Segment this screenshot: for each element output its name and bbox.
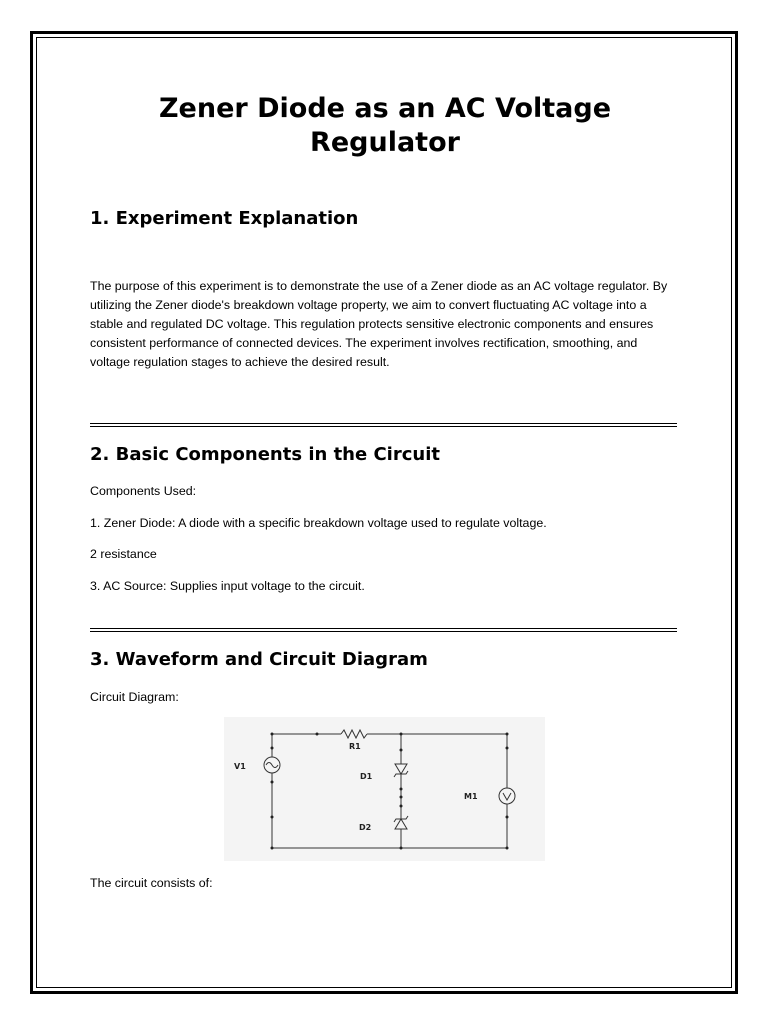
resistor-r1-symbol — [341, 730, 367, 738]
experiment-explanation-paragraph: The purpose of this experiment is to demonstrate the use of a Zener diode as an AC voltage regulator. By utilizing the Zener diode's breakdown voltage property, we aim to convert fluctuating AC voltage into a stable and regulated DC voltage. This regulation protects sensitive electronic components and ensures consistent performance of connected devices. The experiment involves rectification, smoothing, and voltage regulation stages to achieve the desired result. — [90, 279, 668, 369]
label-d2: D2 — [359, 823, 372, 832]
section-heading-experiment-explanation: 1. Experiment Explanation — [90, 208, 359, 229]
circuit-diagram — [224, 717, 545, 861]
section-heading-waveform-circuit: 3. Waveform and Circuit Diagram — [90, 649, 428, 670]
meter-m1-symbol — [499, 788, 515, 804]
label-m1: M1 — [464, 792, 478, 801]
label-v1: V1 — [234, 762, 246, 771]
label-d1: D1 — [360, 772, 373, 781]
sine-wave-icon — [266, 763, 278, 768]
component-item-ac-source: 3. AC Source: Supplies input voltage to the circuit. — [90, 579, 365, 593]
section-divider — [90, 628, 677, 632]
label-r1: R1 — [349, 742, 361, 751]
document-title: Zener Diode as an AC Voltage Regulator — [158, 93, 612, 158]
section-divider — [90, 423, 677, 427]
component-item-resistance: 2 resistance — [90, 547, 157, 561]
section-heading-basic-components: 2. Basic Components in the Circuit — [90, 444, 440, 465]
component-item-zener-diode: 1. Zener Diode: A diode with a specific breakdown voltage used to regulate voltage. — [90, 516, 547, 530]
components-intro: Components Used: — [90, 484, 197, 498]
circuit-diagram-svg — [224, 717, 545, 861]
circuit-description-intro: The circuit consists of: — [90, 876, 213, 890]
circuit-diagram-caption: Circuit Diagram: — [90, 690, 179, 704]
zener-diode-d1-symbol — [395, 764, 407, 774]
zener-diode-d2-symbol — [395, 819, 407, 829]
voltmeter-v-icon — [503, 793, 511, 800]
